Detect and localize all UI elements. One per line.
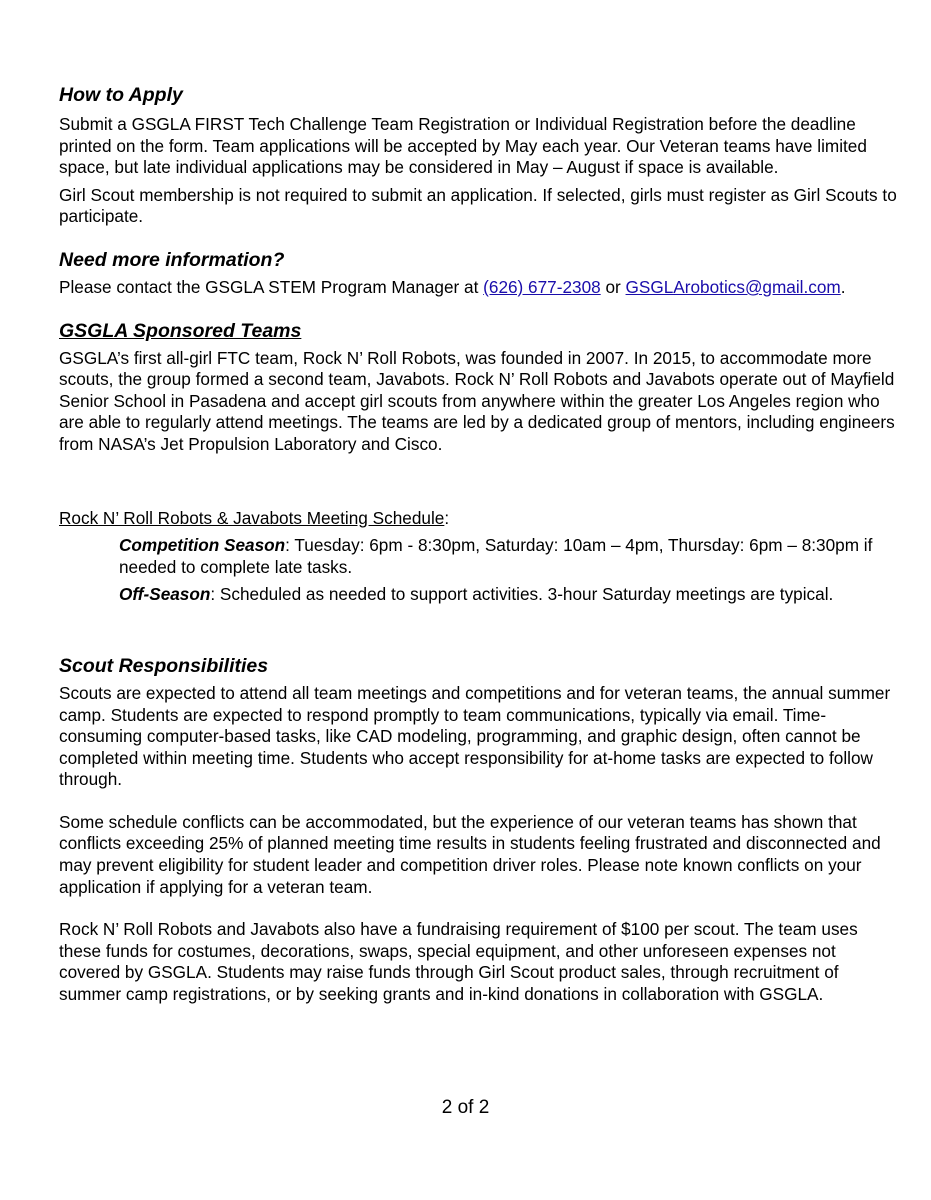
off-season-text: : Scheduled as needed to support activities. 3-hour Saturday meetings are typical.	[210, 584, 834, 605]
how-to-apply-paragraph-2: Girl Scout membership is not required to submit an application. If selected, girls must register as Girl Scouts to participate.	[59, 184, 897, 227]
contact-middle: or	[600, 276, 626, 297]
page-number: 2 of 2	[441, 1097, 490, 1118]
responsibilities-paragraph-1: Scouts are expected to attend all team meetings and competitions and for veteran teams, the annual summer camp. Students are expected to respond promptly to team communications, typically via email. Time-consuming computer-based tasks, like CAD modeling, programming, and graphic design, often cannot be completed within meeting time. Students who accept responsibility for at-home tasks are expected to follow through.	[59, 682, 891, 790]
sponsored-teams-heading: GSGLA Sponsored Teams	[59, 319, 302, 342]
competition-season-label: Competition Season	[119, 535, 286, 556]
contact-paragraph	[59, 277, 899, 299]
schedule-title	[59, 508, 899, 530]
competition-season-text: : Tuesday: 6pm - 8:30pm, Saturday: 10am – 4pm, Thursday: 6pm – 8:30pm if needed to complete late tasks.	[119, 535, 873, 577]
scout-responsibilities-heading: Scout Responsibilities	[59, 654, 269, 677]
contact-prefix: Please contact the GSGLA STEM Program Manager at	[59, 276, 484, 297]
schedule-title-colon: :	[444, 507, 450, 528]
sponsored-teams-paragraph: GSGLA’s first all-girl FTC team, Rock N’ Roll Robots, was founded in 2007. In 2015, to accommodate more scouts, the group formed a second team, Javabots. Rock N’ Roll Robots and Javabots operate out of Mayfield Senior School in Pasadena and accept girl scouts from anywhere within the greater Los Angeles region who are able to regularly attend meetings. The teams are led by a dedicated group of mentors, including engineers from NASA’s Jet Propulsion Laboratory and Cisco.	[59, 347, 895, 454]
responsibilities-paragraph-3: Rock N’ Roll Robots and Javabots also have a fundraising requirement of $100 per scout. The team uses these funds for costumes, decorations, swaps, special equipment, and other unforeseen expenses not covered by GSGLA. Students may raise funds through Girl Scout product sales, through recruitment of summer camp registrations, or by seeking grants and in-kind donations in collaboration with GSGLA.	[59, 919, 858, 1005]
phone-link[interactable]: (626) 677-2308	[483, 276, 601, 297]
contact-suffix: .	[840, 276, 846, 297]
how-to-apply-paragraph-1: Submit a GSGLA FIRST Tech Challenge Team Registration or Individual Registration before the deadline printed on the form. Team applications will be accepted by May each year. Our Veteran teams have limited space, but late individual applications may be considered in May – August if space is available.	[59, 114, 867, 178]
responsibilities-paragraph-2: Some schedule conflicts can be accommodated, but the experience of our veteran teams has shown that conflicts exceeding 25% of planned meeting time results in students feeling frustrated and disconnected and may prevent eligibility for student leader and competition driver roles. Please note known conflicts on your application if applying for a veteran team.	[59, 811, 881, 897]
competition-season-schedule	[59, 535, 899, 578]
how-to-apply-heading: How to Apply	[59, 84, 183, 106]
document-page	[59, 83, 899, 1006]
off-season-schedule	[59, 584, 899, 606]
email-link[interactable]: GSGLArobotics@gmail.com	[625, 276, 841, 297]
schedule-title-text: Rock N’ Roll Robots & Javabots Meeting Schedule	[59, 507, 445, 528]
off-season-label: Off-Season	[119, 584, 211, 605]
need-info-heading: Need more information?	[59, 248, 285, 271]
